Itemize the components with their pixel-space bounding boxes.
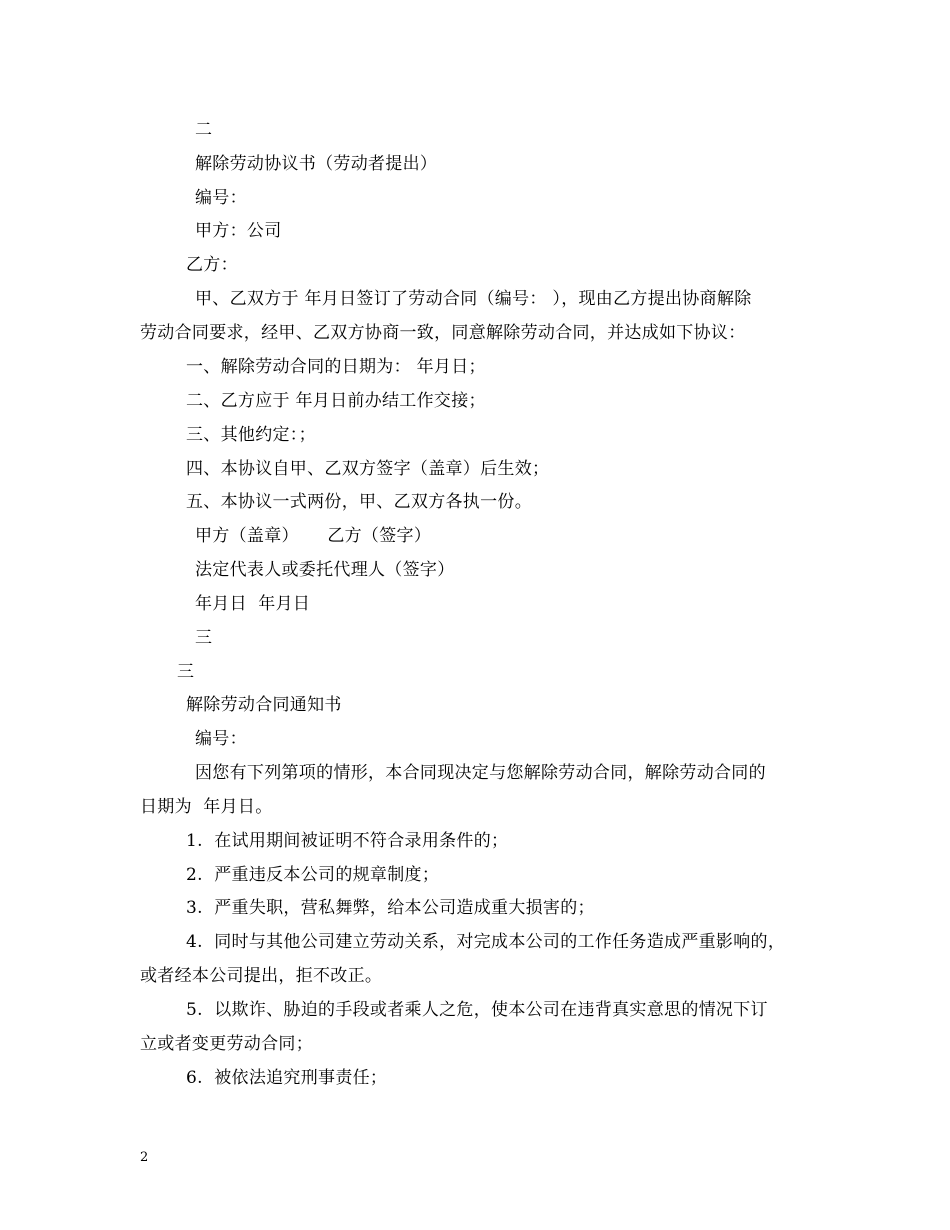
section-3-number-label: 编号： — [195, 729, 247, 749]
section-2-paragraph-line-2: 劳动合同要求，经甲、乙双方协商一致，同意解除劳动合同，并达成如下协议： — [140, 323, 746, 343]
page-number: 2 — [140, 1150, 149, 1165]
section-3-item-6: 6. 被依法追究刑事责任； — [186, 1068, 388, 1088]
section-2-representative-line: 法定代表人或委托代理人（签字） — [195, 560, 455, 580]
section-2-title: 解除劳动协议书（劳动者提出） — [195, 154, 438, 174]
section-3-item-5-line-2: 立或者变更劳动合同； — [140, 1034, 313, 1054]
section-2-heading: 二 — [195, 120, 213, 140]
section-2-paragraph-line-1: 甲、乙双方于 年月日签订了劳动合同（编号： ），现由乙方提出协商解除 — [195, 289, 752, 309]
section-2-item-3: 三、其他约定：； — [186, 425, 316, 445]
section-3-paragraph-line-1: 因您有下列第项的情形，本合同现决定与您解除劳动合同，解除劳动合同的 — [195, 763, 766, 783]
section-3-heading-a: 三 — [195, 628, 213, 648]
section-2-item-5: 五、本协议一式两份，甲、乙双方各执一份。 — [186, 492, 532, 512]
section-3-paragraph-line-2: 日期为 年月日。 — [140, 797, 273, 817]
section-2-party-a: 甲方：公司 — [195, 221, 282, 241]
section-3-item-2: 2. 严重违反本公司的规章制度； — [186, 865, 440, 885]
section-2-item-1: 一、解除劳动合同的日期为： 年月日； — [186, 357, 486, 377]
section-2-signature-line: 甲方（盖章） 乙方（签字） — [195, 526, 432, 546]
section-3-title: 解除劳动合同通知书 — [186, 695, 342, 715]
section-3-heading-b: 三 — [177, 662, 195, 682]
section-2-party-b: 乙方： — [186, 255, 238, 275]
section-3-item-5-line-1: 5. 以欺诈、胁迫的手段或者乘人之危，使本公司在违背真实意思的情况下订 — [186, 1000, 768, 1020]
section-2-number-label: 编号： — [195, 188, 247, 208]
section-3-item-3: 3. 严重失职，营私舞弊，给本公司造成重大损害的； — [186, 898, 595, 918]
section-3-item-4-line-1: 4. 同时与其他公司建立劳动关系，对完成本公司的工作任务造成严重影响的， — [186, 932, 786, 952]
section-2-item-4: 四、本协议自甲、乙双方签字（盖章）后生效； — [186, 459, 550, 479]
section-3-item-1: 1. 在试用期间被证明不符合录用条件的； — [186, 831, 509, 851]
section-2-item-2: 二、乙方应于 年月日前办结工作交接； — [186, 391, 486, 411]
section-3-item-4-line-2: 或者经本公司提出，拒不改正。 — [140, 966, 383, 986]
section-2-date-line: 年月日 年月日 — [195, 594, 311, 614]
